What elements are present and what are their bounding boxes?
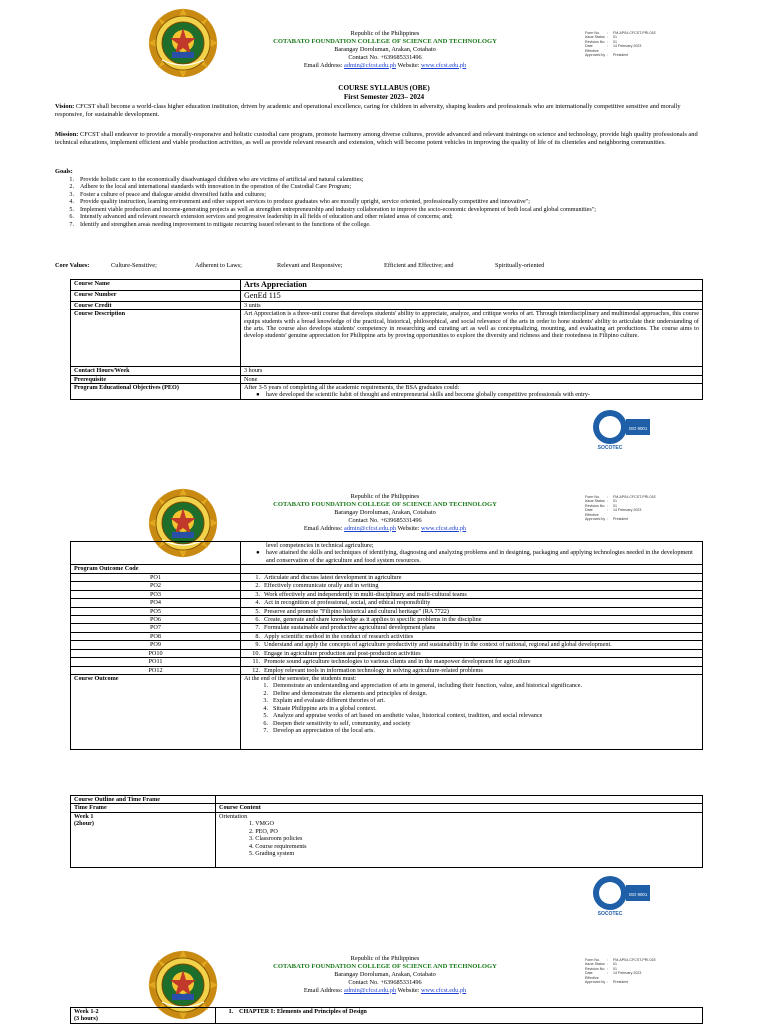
contact-hours: 3 hours bbox=[241, 367, 703, 375]
table-row bbox=[71, 632, 703, 640]
docinfo-row: Form No. : FM-AP04-CFCST-PRI-01E bbox=[585, 958, 656, 962]
table-row bbox=[71, 590, 703, 598]
svg-text:SOCOTEC: SOCOTEC bbox=[597, 445, 623, 451]
syllabus-title: COURSE SYLLABUS (OBE) bbox=[338, 84, 430, 92]
svg-text:ISO 9001: ISO 9001 bbox=[628, 426, 648, 431]
po-description: 5. Preserve and promote "Filipino historical and cultural heritage" (RA 7722) bbox=[241, 607, 703, 615]
program-outcomes-table bbox=[70, 541, 703, 750]
college-name: COTABATO FOUNDATION COLLEGE OF SCIENCE AND TECHNOLOGY bbox=[273, 37, 497, 45]
list-item: 1. VMGO bbox=[249, 820, 274, 828]
college-address: Barangay Doroluman, Arakan, Cotabato bbox=[334, 46, 436, 54]
course-info-table bbox=[70, 279, 703, 400]
docinfo-row: Revision No. : 01 bbox=[585, 39, 617, 44]
core-values-line: Core Values: Culture-Sensitive; Adherent to Laws; Relevant and Responsive; Efficient and Effective; and Spiritually-oriented bbox=[55, 262, 545, 269]
docinfo-row: Issue Status : 01 bbox=[585, 35, 617, 40]
vision-paragraph: Vision: CFCST shall become a world-class higher education institution, driven by academic and operational excellence, caring for children in adversity, shaping leaders and professionals who are internationally competitive sensitive and morally responsive, for sustainable development. bbox=[55, 103, 681, 119]
goal-item: 7. Identify and strengthen areas needing improvement to mitigate recurring issued relevant to the functions of the college. bbox=[69, 221, 371, 228]
republic-line: Republic of the Philippines bbox=[350, 30, 420, 37]
email-website-line: Email Address: admin@cfcst.edu.ph Website: www.cfcst.edu.ph bbox=[303, 61, 467, 69]
po-description: 1. Articulate and discuss latest development in agriculture bbox=[241, 573, 703, 581]
table-row bbox=[71, 666, 703, 674]
po-code: PO4 bbox=[71, 599, 241, 607]
po-description: 2. Effectively communicate orally and in writing bbox=[241, 582, 703, 590]
list-item: ● have attained the skills and techniques of identifying, diagnosing and analyzing problems and in designing, packaging and applying technologies needed in the development and conservation of the agriculture and food system resources. bbox=[256, 549, 693, 564]
table-row: Course Name Arts Appreciation bbox=[71, 280, 703, 291]
list-item: ● have developed the scientific habit of thought and entrepreneurial skills and become globally competitive professionals with entry- bbox=[256, 391, 591, 399]
course-credit: 3 units bbox=[241, 301, 703, 309]
table-row bbox=[71, 649, 703, 657]
svg-text:SOCOTEC: SOCOTEC bbox=[597, 911, 623, 917]
letterhead: Republic of the Philippines COTABATO FOUNDATION COLLEGE OF SCIENCE AND TECHNOLOGY Barangay Doroluman, Arakan, Cotabato Contact No. +639685331496 Email Address: admin@cfcst.edu.ph Website: www.cfcst.edu.ph bbox=[273, 955, 497, 994]
socotec-iso-logo bbox=[590, 873, 652, 917]
website-link[interactable]: www.cfcst.edu.ph bbox=[420, 986, 467, 994]
goals-list bbox=[64, 177, 724, 229]
po-description: 10. Engage in agriculture production and post-production activities bbox=[241, 649, 703, 657]
table-row: Course Number GenEd 115 bbox=[71, 290, 703, 301]
socotec-iso-logo bbox=[590, 407, 652, 451]
course-description: Art Appreciation is a three-unit course that develops students' ability to appreciate, analyze, and critique works of art. Through interdisciplinary and multimodal approaches, this course equips students with a broad knowledge of the practical, historical, philosophical, and social relevance of the arts in order to hone students' ability to articulate their understanding of the arts. The course also develops students' competency in researching and curating art as well as conceptualizing, mounting, and evaluating art productions. The course aims to develop students' genuine appreciation for Philippine arts by proving opportunities to explore the diversity and richness and their rootedness in Filipino culture. bbox=[241, 310, 703, 367]
list-item: 3. Classroom policies bbox=[249, 835, 303, 843]
table-row bbox=[71, 599, 703, 607]
list-item: 2. Define and demonstrate the elements and principles of design. bbox=[263, 689, 428, 697]
po-description: 8. Apply scientific method in the conduct of research activities bbox=[241, 632, 703, 640]
mission-paragraph: Mission: CFCST shall endeavor to provide a morally-responsive and holistic custodial care program, promote harmony among diverse cultures, provide advanced and relevant trainings on science and technology, provide high quality professionals and technical educations, implement efficient and viable production activities, as well as provide relevant research and extension, which will become potent vehicles in improving the quality of life of its clienteles and neighboring communities. bbox=[55, 131, 698, 147]
letterhead: Republic of the Philippines COTABATO FOUNDATION COLLEGE OF SCIENCE AND TECHNOLOGY Barangay Doroluman, Arakan, Cotabato Contact No. +639685331496 Email Address: admin@cfcst.edu.ph Website: www.cfcst.edu.ph bbox=[273, 493, 497, 532]
po-code: PO1 bbox=[71, 573, 241, 581]
docinfo-row: Date Effective : 14 February 2023 bbox=[585, 44, 642, 53]
list-item: 1. Demonstrate an understanding and appreciation of arts in general, including their function, value, and historical significance. bbox=[263, 682, 583, 690]
po-code: PO10 bbox=[71, 649, 241, 657]
email-link[interactable]: admin@cfcst.edu.ph bbox=[344, 986, 397, 994]
po-code: PO2 bbox=[71, 582, 241, 590]
list-item: 2. PEO, PO bbox=[249, 827, 278, 835]
table-row: Course Outline and Time Frame bbox=[71, 796, 703, 804]
peo-continued-cell: level competencies in technical agriculture; ● have attained the skills and techniques of identifying, diagnosing and analyzing problems and in designing, packaging and applying technologies needed in the development and conservation of the agriculture and food system resources. bbox=[241, 542, 703, 565]
docinfo-row: Date Effective : 14 February 2023 bbox=[585, 508, 642, 517]
po-description: 9. Understand and apply the concepts of agriculture productivity and sustainability in the context of national, regional and global development. bbox=[241, 641, 703, 649]
table-row: Contact Hours/Week 3 hours bbox=[71, 367, 703, 375]
goal-item: 3. Foster a culture of peace and dialogue amidst diversified faiths and cultures; bbox=[69, 191, 266, 198]
list-item: 3. Explain and evaluate different theories of art. bbox=[263, 697, 386, 705]
website-link[interactable]: www.cfcst.edu.ph bbox=[420, 524, 467, 532]
po-code: PO5 bbox=[71, 607, 241, 615]
docinfo-row: Issue Status : 01 bbox=[585, 962, 617, 967]
email-link[interactable]: admin@cfcst.edu.ph bbox=[344, 61, 397, 69]
table-row bbox=[71, 624, 703, 632]
list-item: 5. Grading system bbox=[249, 850, 295, 858]
svg-text:ISO 9001: ISO 9001 bbox=[628, 892, 648, 897]
docinfo-row: Approved by : President bbox=[585, 517, 629, 522]
docinfo-row: Date Effective : 14 February 2023 bbox=[585, 971, 642, 980]
goal-item: 2. Adhere to the local and international standards with innovation in the operation of the Custodial Care Program; bbox=[69, 184, 352, 191]
email-link[interactable]: admin@cfcst.edu.ph bbox=[344, 524, 397, 532]
table-row bbox=[71, 542, 703, 565]
table-row: Time Frame Course Content bbox=[71, 804, 703, 812]
goal-item: 6. Intensify advanced and relevant research extension services and progressive leadership in all fields of education and other related areas of concerns; and; bbox=[69, 214, 453, 221]
table-row: Program Educational Objectives (PEO) After 3-5 years of completing all the academic requirements, the BSA graduates could: ● have developed the scientific habit of thought and entrepreneurial skills and become globally competitive professionals with entry- bbox=[71, 384, 703, 400]
list-item: 7. Develop an appreciation of the local arts. bbox=[263, 727, 375, 735]
peo-cell: After 3-5 years of completing all the academic requirements, the BSA graduates could: ● have developed the scientific habit of thought and entrepreneurial skills and become globally competitive professionals with entry- bbox=[241, 384, 703, 400]
syllabus-semester: First Semester 2023– 2024 bbox=[343, 93, 425, 102]
course-name: Arts Appreciation bbox=[241, 280, 703, 291]
document-control-info bbox=[585, 495, 656, 522]
docinfo-row: Approved by : President bbox=[585, 53, 629, 58]
po-description: 12. Employ relevant tools in information technology in solving agriculture-related problems bbox=[241, 666, 703, 674]
docinfo-row: Revision No. : 01 bbox=[585, 966, 617, 971]
course-outline-table-continued bbox=[70, 1007, 703, 1024]
document-control-info bbox=[585, 31, 656, 58]
college-seal-logo bbox=[148, 8, 218, 78]
goal-item: 1. Provide holistic care to the economically disadvantaged children who are victims of artificial and natural calamities; bbox=[69, 177, 364, 183]
po-description: 4. Act in recognition of professional, social, and ethical responsibility bbox=[241, 599, 703, 607]
list-item: 4. Course requirements bbox=[249, 842, 307, 850]
po-description: 6. Create, generate and share knowledge as it applies to specific problems in the discipline bbox=[241, 615, 703, 623]
po-description: 3. Work effectively and independently in multi-disciplinary and multi-cultural teams bbox=[241, 590, 703, 598]
prerequisite: None bbox=[241, 375, 703, 383]
table-row bbox=[71, 582, 703, 590]
table-row bbox=[71, 607, 703, 615]
goal-item: 5. Implement viable production and income-generating projects as well as strengthen entrepreneurship and industry collaboration to improve the socio-economic development of both local and global communities"; bbox=[69, 206, 596, 213]
website-link[interactable]: www.cfcst.edu.ph bbox=[420, 61, 467, 69]
table-row: Program Outcome Code bbox=[71, 565, 703, 573]
list-item: 5. Analyze and appraise works of art based on aesthetic value, historical context, tradition, and social relevance bbox=[263, 712, 543, 720]
po-code: PO11 bbox=[71, 658, 241, 666]
po-code: PO8 bbox=[71, 632, 241, 640]
table-row: Course Credit 3 units bbox=[71, 301, 703, 309]
docinfo-row: Form No. : FM-AP04-CFCST-PRI-01E bbox=[585, 31, 656, 35]
docinfo-row: Form No. : FM-AP04-CFCST-PRI-01E bbox=[585, 495, 656, 499]
table-row: Prerequisite None bbox=[71, 375, 703, 383]
po-description: 11. Promote sound agriculture technologies to various clients and in the manpower development for agriculture bbox=[241, 658, 703, 666]
list-item: 6. Deepen their sensitivity to self, community, and society bbox=[263, 719, 411, 727]
table-row: Week 1-2 (3 hours) I. CHAPTER I: Elements and Principles of Design bbox=[71, 1008, 703, 1024]
table-row: Week 1 (2hour) Orientation 1. VMGO 2. PEO, PO 3. Classroom policies 4. Course requirements 5. Grading system bbox=[71, 812, 703, 867]
table-row bbox=[71, 658, 703, 666]
po-code: PO3 bbox=[71, 590, 241, 598]
po-description: 7. Formulate sustainable and productive agricultural development plans bbox=[241, 624, 703, 632]
po-code: PO9 bbox=[71, 641, 241, 649]
table-row bbox=[71, 641, 703, 649]
docinfo-row: Approved by : President bbox=[585, 980, 629, 985]
course-outcomes-cell: At the end of the semester, the students must: 1. Demonstrate an understanding and appreciation of arts in general, including their function, value, and historical significance. 2. Define and demonstrate the elements and principles of design. 3. Explain and evaluate different theories of art. 4. Situate Philippine arts in a global context. 5. Analyze and appraise works of art based on aesthetic value, historical context, tradition, and social relevance 6. Deepen their sensitivity to self, community, and society 7. Develop an appreciation of the local arts. bbox=[241, 675, 703, 750]
college-contact: Contact No. +639685331496 bbox=[348, 53, 422, 61]
table-row: Course Outcome At the end of the semester, the students must: 1. Demonstrate an understanding and appreciation of arts in general, including their function, value, and historical significance. 2. Define and demonstrate the elements and principles of design. 3. Explain and evaluate different theories of art. 4. Situate Philippine arts in a global context. 5. Analyze and appraise works of art based on aesthetic value, historical context, tradition, and social relevance 6. Deepen their sensitivity to self, community, and society 7. Develop an appreciation of the local arts. bbox=[71, 675, 703, 750]
table-row bbox=[71, 573, 703, 581]
goals-heading: Goals: bbox=[55, 168, 73, 175]
table-row bbox=[71, 615, 703, 623]
goal-item: 4. Provide quality instruction, learning environment and other support services to produce graduates who are morally upright, service oriented, professionally competitive and innovative"; bbox=[69, 199, 530, 206]
po-code: PO7 bbox=[71, 624, 241, 632]
table-row: Course Description Art Appreciation is a three-unit course that develops students' ability to appreciate, analyze, and critique works of art. Through interdisciplinary and multimodal approaches, this course equips students with a broad knowledge of the practical, historical, philosophical, and social relevance of the arts in order to hone students' ability to articulate their understanding of the arts. The course also develops students' competency in researching and curating art as well as conceptualizing, mounting, and evaluating art productions. The course aims to develop students' genuine appreciation for Philippine arts by proving opportunities to explore the diversity and richness and their rootedness in Filipino culture. bbox=[71, 310, 703, 367]
course-number: GenEd 115 bbox=[241, 290, 703, 301]
po-code: PO12 bbox=[71, 666, 241, 674]
docinfo-row: Issue Status : 01 bbox=[585, 499, 617, 504]
document-control-info bbox=[585, 958, 656, 985]
docinfo-row: Revision No. : 01 bbox=[585, 503, 617, 508]
course-outline-table bbox=[70, 795, 703, 868]
po-code: PO6 bbox=[71, 615, 241, 623]
letterhead bbox=[265, 30, 505, 70]
list-item: 4. Situate Philippine arts in a global context. bbox=[263, 704, 377, 712]
syllabus-title-block bbox=[0, 84, 768, 103]
